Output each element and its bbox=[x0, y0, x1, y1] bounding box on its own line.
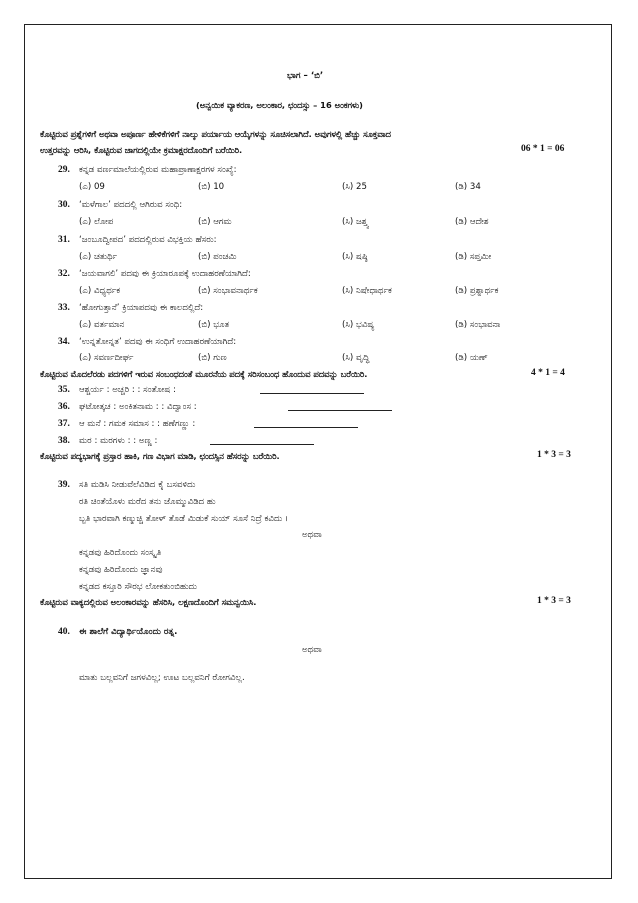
question-number: 40. bbox=[58, 627, 70, 637]
question-text: ‘ಜಯವಾಗಲಿ’ ಪದವು ಈ ಕ್ರಿಯಾರೂಪಕ್ಕೆ ಉದಾಹರಣೆಯಾಗಿದೆ: bbox=[79, 269, 251, 279]
verse-line-3: ಬ್ಬತಿ ಭಾರವಾಗಿ ಕಣ್ಮುಚ್ಚಿ ತೋಳ್ ತೊಡೆ ಮಿಡುಕೆ ಸುಯ್ ಸೂಸೆ ನಿದ್ರೆ ಕವಿದು । bbox=[79, 514, 289, 524]
option-c: (ಸಿ) ಷಷ್ಠಿ bbox=[342, 252, 368, 262]
option-c: (ಸಿ) 25 bbox=[342, 182, 367, 192]
question-number: 39. bbox=[58, 480, 70, 490]
pair-text: ಆಶ್ಚರ್ಯ : ಅಚ್ಚರಿ : : ಸಂತೋಷ : bbox=[79, 385, 176, 395]
prosody-marks: 1 * 3 = 3 bbox=[537, 450, 571, 460]
option-c: (ಸಿ) ಜಶ್ತ್ವ bbox=[342, 217, 369, 227]
option-b: (ಬಿ) 10 bbox=[198, 182, 225, 192]
question-number: 38. bbox=[58, 436, 70, 446]
question-number: 34. bbox=[58, 337, 70, 347]
option-d: (ಡಿ) ಸಂಭಾವನಾ bbox=[455, 320, 501, 330]
option-d: (ಡಿ) ಸಪ್ತಮೀ bbox=[455, 252, 492, 262]
question-text: ‘ಉನ್ನತೋನ್ನತ’ ಪದವು ಈ ಸಂಧಿಗೆ ಉದಾಹರಣೆಯಾಗಿದೆ: bbox=[79, 337, 237, 347]
verse-alt-line-2: ಕನ್ನಡವು ಹಿರಿದೊಂದು ಜ್ಞಾನವು bbox=[79, 565, 163, 575]
figure-instructions: ಕೊಟ್ಟಿರುವ ವಾಕ್ಯದಲ್ಲಿರುವ ಅಲಂಕಾರವನ್ನು ಹೆಸರಿಸಿ, ಲಕ್ಷಣದೊಂದಿಗೆ ಸಮನ್ವಯಿಸಿ. bbox=[40, 597, 257, 607]
option-b: (ಬಿ) ಭೂತ bbox=[198, 320, 230, 330]
option-d: (ಡಿ) 34 bbox=[455, 182, 481, 192]
section-title: ಭಾಗ – ‘ಬಿ’ bbox=[287, 71, 324, 81]
mcq-marks: 06 * 1 = 06 bbox=[521, 144, 565, 154]
option-b: (ಬಿ) ಸಂಭಾವನಾರ್ಥಕ bbox=[198, 286, 258, 296]
verse-alt-line-1: ಕನ್ನಡವು ಹಿರಿದೊಂದು ಸಂಸ್ಕೃತಿ bbox=[79, 548, 162, 558]
verse-line-2: ರತಿ ಚಿಂತೆಯೊಳು ಮರೆದ ತನು ಜೊಮ್ಮುವಿಡಿದ ಹು bbox=[79, 497, 216, 507]
sentence-text: ಈ ಶಾಲೆಗೆ ವಿದ್ಯಾರ್ಥಿಯೊಂದು ರತ್ನ. bbox=[79, 627, 178, 637]
answer-blank[interactable] bbox=[254, 420, 358, 428]
section-subtitle: (ಅನ್ವಯಿಕ ವ್ಯಾಕರಣ, ಅಲಂಕಾರ, ಛಂದಸ್ಸು – 16 ಅಂಕಗಳು) bbox=[196, 100, 363, 110]
option-c: (ಸಿ) ನಿಷೇಧಾರ್ಥಕ bbox=[342, 286, 392, 296]
figure-marks: 1 * 3 = 3 bbox=[537, 596, 571, 606]
option-c: (ಸಿ) ಭವಿಷ್ಯ bbox=[342, 320, 375, 330]
question-number: 33. bbox=[58, 303, 70, 313]
option-b: (ಬಿ) ಆಗಮ bbox=[198, 217, 232, 227]
question-number: 32. bbox=[58, 269, 70, 279]
answer-blank[interactable] bbox=[260, 386, 364, 394]
answer-blank[interactable] bbox=[210, 437, 314, 445]
option-d: (ಡಿ) ಯಣ್ bbox=[455, 353, 488, 363]
option-b: (ಬಿ) ಪಂಚಮಿ bbox=[198, 252, 237, 262]
question-text: ‘ಮಳೆಗಾಲ’ ಪದದಲ್ಲಿ ಆಗಿರುವ ಸಂಧಿ: bbox=[79, 200, 183, 210]
option-d: (ಡಿ) ಆದೇಶ bbox=[455, 217, 489, 227]
question-number: 37. bbox=[58, 419, 70, 429]
sentence-alt-text: ಮಾತು ಬಲ್ಲವನಿಗೆ ಜಗಳವಿಲ್ಲ; ಊಟ ಬಲ್ಲವನಿಗೆ ರೋಗವಿಲ್ಲ. bbox=[79, 673, 245, 683]
option-a: (ಎ) ಲೋಪ bbox=[79, 217, 114, 227]
option-a: (ಎ) ವರ್ತಮಾನ bbox=[79, 320, 125, 330]
verse-line-1: ಸತಿ ಮಡಿಸಿ ನೀಡುವೆಲೆವಿಡಿದ ಕೈ ಬಸವಳಿದು bbox=[79, 480, 196, 490]
question-text: ಕನ್ನಡ ವರ್ಣಮಾಲೆಯಲ್ಲಿರುವ ಮಹಾಪ್ರಾಣಾಕ್ಷರಗಳ ಸಂಖ್ಯೆ: bbox=[79, 165, 237, 175]
option-a: (ಎ) ವಿಧ್ಯರ್ಥಕ bbox=[79, 286, 121, 296]
mcq-instructions-line1: ಕೊಟ್ಟಿರುವ ಪ್ರಶ್ನೆಗಳಿಗೆ ಅಥವಾ ಅಪೂರ್ಣ ಹೇಳಿಕೆಗಳಿಗೆ ನಾಲ್ಕು ಪರ್ಯಾಯ ಆಯ್ಕೆಗಳನ್ನು ಸೂಚಿಸಲಾಗಿದೆ. ಅವುಗಳಲ್ಲಿ ಹೆಚ್ಚು ಸೂಕ್ತವಾದ bbox=[40, 129, 391, 139]
pair-text: ಆ ಮನೆ : ಗಮಕ ಸಮಾಸ : : ಹಣೆಗಣ್ಣು : bbox=[79, 419, 196, 429]
question-text: ‘ಜಂಬೂದ್ವೀಪದ’ ಪದದಲ್ಲಿರುವ ವಿಭಕ್ತಿಯ ಹೆಸರು: bbox=[79, 235, 217, 245]
option-d: (ಡಿ) ಪ್ರಶ್ನಾರ್ಥಕ bbox=[455, 286, 499, 296]
question-number: 36. bbox=[58, 402, 70, 412]
prosody-instructions: ಕೊಟ್ಟಿರುವ ಪದ್ಯಭಾಗಕ್ಕೆ ಪ್ರಸ್ತಾರ ಹಾಕಿ, ಗಣ ವಿಭಾಗ ಮಾಡಿ, ಛಂದಸ್ಸಿನ ಹೆಸರನ್ನು ಬರೆಯಿರಿ. bbox=[40, 451, 280, 461]
question-number: 29. bbox=[58, 165, 70, 175]
or-label: ಅಥವಾ bbox=[302, 645, 322, 655]
question-text: ‘ಹೋಗುತ್ತಾನೆ’ ಕ್ರಿಯಾಪದವು ಈ ಕಾಲದಲ್ಲಿದೆ: bbox=[79, 303, 204, 313]
mcq-instructions-line2: ಉತ್ತರವನ್ನು ಆರಿಸಿ, ಕೊಟ್ಟಿರುವ ಜಾಗದಲ್ಲಿಯೇ ಕ್ರಮಾಕ್ಷರದೊಂದಿಗೆ ಬರೆಯಿರಿ. bbox=[40, 145, 243, 155]
verse-alt-line-3: ಕನ್ನಡದ ಕಸ್ತೂರಿ ಸೌರಭ ಲೋಕತುಂಬಿಹುದು bbox=[79, 582, 197, 592]
or-label: ಅಥವಾ bbox=[302, 530, 322, 540]
question-number: 30. bbox=[58, 200, 70, 210]
option-c: (ಸಿ) ವೃದ್ಧಿ bbox=[342, 353, 370, 363]
option-a: (ಎ) 09 bbox=[79, 182, 105, 192]
pair-text: ಮರ : ಮರಗಳು : : ಅಣ್ಣ : bbox=[79, 436, 158, 446]
option-b: (ಬಿ) ಗುಣ bbox=[198, 353, 227, 363]
question-number: 31. bbox=[58, 235, 70, 245]
answer-blank[interactable] bbox=[288, 403, 392, 411]
pairs-marks: 4 * 1 = 4 bbox=[531, 368, 565, 378]
pairs-instructions: ಕೊಟ್ಟಿರುವ ಮೊದಲೆರಡು ಪದಗಳಿಗೆ ಇರುವ ಸಂಬಂಧದಂತೆ ಮೂರನೆಯ ಪದಕ್ಕೆ ಸರಿಸಂಬಂಧ ಹೊಂದುವ ಪದವನ್ನು ಬರೆಯಿರಿ. bbox=[40, 369, 368, 379]
option-a: (ಎ) ಸವರ್ಣದೀರ್ಘ bbox=[79, 353, 134, 363]
option-a: (ಎ) ಚತುರ್ಥಿ bbox=[79, 252, 118, 262]
pair-text: ಘಟೋತ್ಕಚ : ಅಂಕಿತನಾಮ : : ವಿದ್ವಾಂಸ : bbox=[79, 402, 197, 412]
question-number: 35. bbox=[58, 385, 70, 395]
